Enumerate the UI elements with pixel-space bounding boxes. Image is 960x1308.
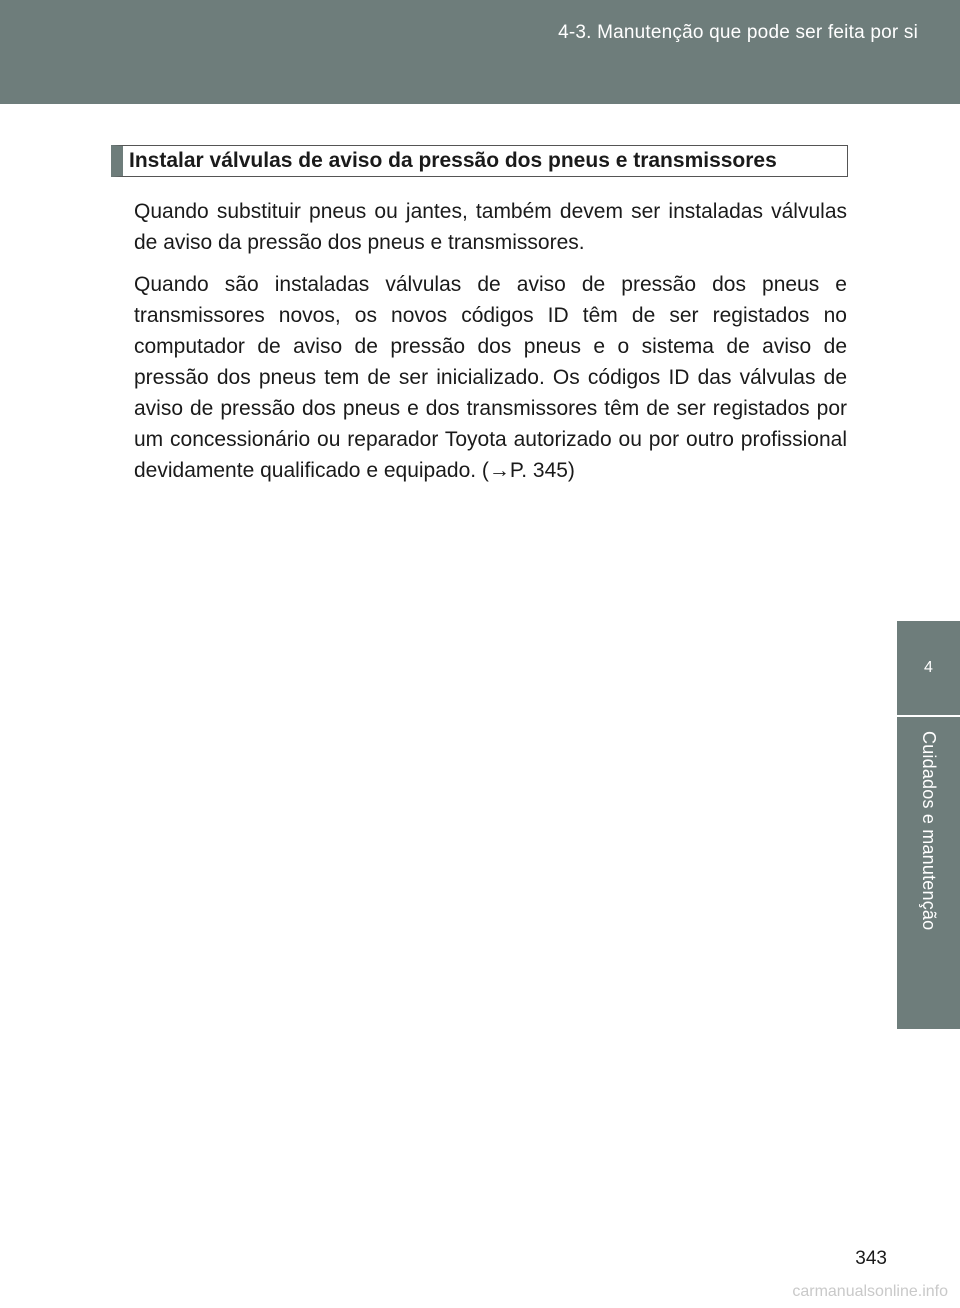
section-title: 4-3. Manutenção que pode ser feita por si — [558, 22, 918, 43]
chapter-title-container — [897, 717, 960, 1029]
chapter-side-tab[interactable] — [897, 621, 960, 1029]
page-number: 343 — [855, 1248, 887, 1269]
watermark: carmanualsonline.info — [792, 1283, 948, 1300]
chapter-title: Cuidados e manutenção — [919, 731, 939, 931]
article-heading: Instalar válvulas de aviso da pressão dos pneus e transmissores — [129, 149, 777, 172]
paragraph-1: Quando substituir pneus ou jantes, também devem ser instaladas válvulas de aviso da pressão dos pneus e transmissores. — [134, 200, 847, 254]
article-heading-box — [111, 145, 848, 177]
article-body — [134, 196, 847, 497]
chapter-number: 4 — [924, 659, 933, 676]
paragraph-2: Quando são instaladas válvulas de aviso de pressão dos pneus e transmissores novos, os novos códigos ID têm de ser registados no computador de aviso de pressão dos pneus e o sistema de aviso de pressão dos pneus tem de ser inicializado. Os códigos ID das válvulas de aviso de pressão dos pneus e dos transmissores têm de ser registados por um concessionário ou reparador Toyota autorizado ou por outro profissional devidamente qualificado e equipado. (→P. 345) — [134, 273, 847, 482]
header-band — [0, 0, 960, 104]
